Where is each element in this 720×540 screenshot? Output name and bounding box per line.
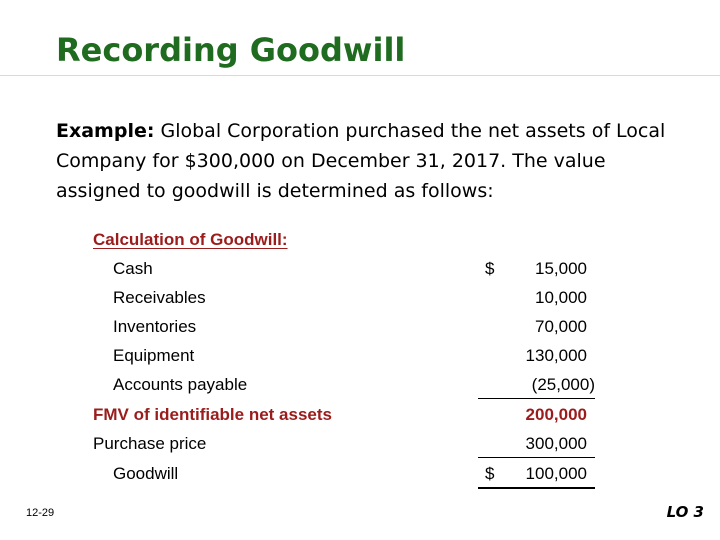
row-label: Goodwill <box>113 464 179 483</box>
row-label: Accounts payable <box>113 375 248 394</box>
row-purchase-price <box>93 429 603 458</box>
row-label: Equipment <box>113 346 195 365</box>
row-label: Cash <box>113 259 153 278</box>
slide-title: Recording Goodwill <box>56 31 406 69</box>
example-body: Global Corporation purchased the net assets of Local Company for $300,000 on December 31, 2017. The value assigned to goodwill is determined as follows: <box>56 120 666 202</box>
row-equipment <box>93 341 603 370</box>
row-label: FMV of identifiable net assets <box>93 405 332 424</box>
row-amount: 15,000 <box>535 259 587 278</box>
row-amount: 130,000 <box>525 346 587 365</box>
row-label: Receivables <box>113 288 206 307</box>
row-amount: 100,000 <box>525 464 587 483</box>
row-fmv-net-assets <box>93 400 603 429</box>
row-label: Purchase price <box>93 434 207 453</box>
example-paragraph <box>56 116 676 206</box>
row-amount: 70,000 <box>535 317 587 336</box>
row-amount: 10,000 <box>535 288 587 307</box>
title-divider <box>0 75 720 76</box>
row-amount: 200,000 <box>525 405 587 424</box>
row-amount: 300,000 <box>525 434 587 453</box>
example-label: Example: <box>56 120 155 142</box>
total-rule <box>478 487 595 489</box>
row-receivables <box>93 283 603 312</box>
currency-symbol: $ <box>485 464 495 483</box>
row-accounts-payable <box>93 370 603 399</box>
row-goodwill <box>93 459 603 488</box>
row-label: Inventories <box>113 317 197 336</box>
row-cash <box>93 254 603 283</box>
page-number: 12-29 <box>26 507 55 519</box>
subtotal-rule <box>478 398 595 399</box>
row-amount: (25,000) <box>531 375 595 394</box>
difference-rule <box>478 457 595 458</box>
row-inventories <box>93 312 603 341</box>
currency-symbol: $ <box>485 259 495 278</box>
learning-objective-tag: LO 3 <box>666 503 704 521</box>
calculation-heading: Calculation of Goodwill: <box>93 230 288 249</box>
